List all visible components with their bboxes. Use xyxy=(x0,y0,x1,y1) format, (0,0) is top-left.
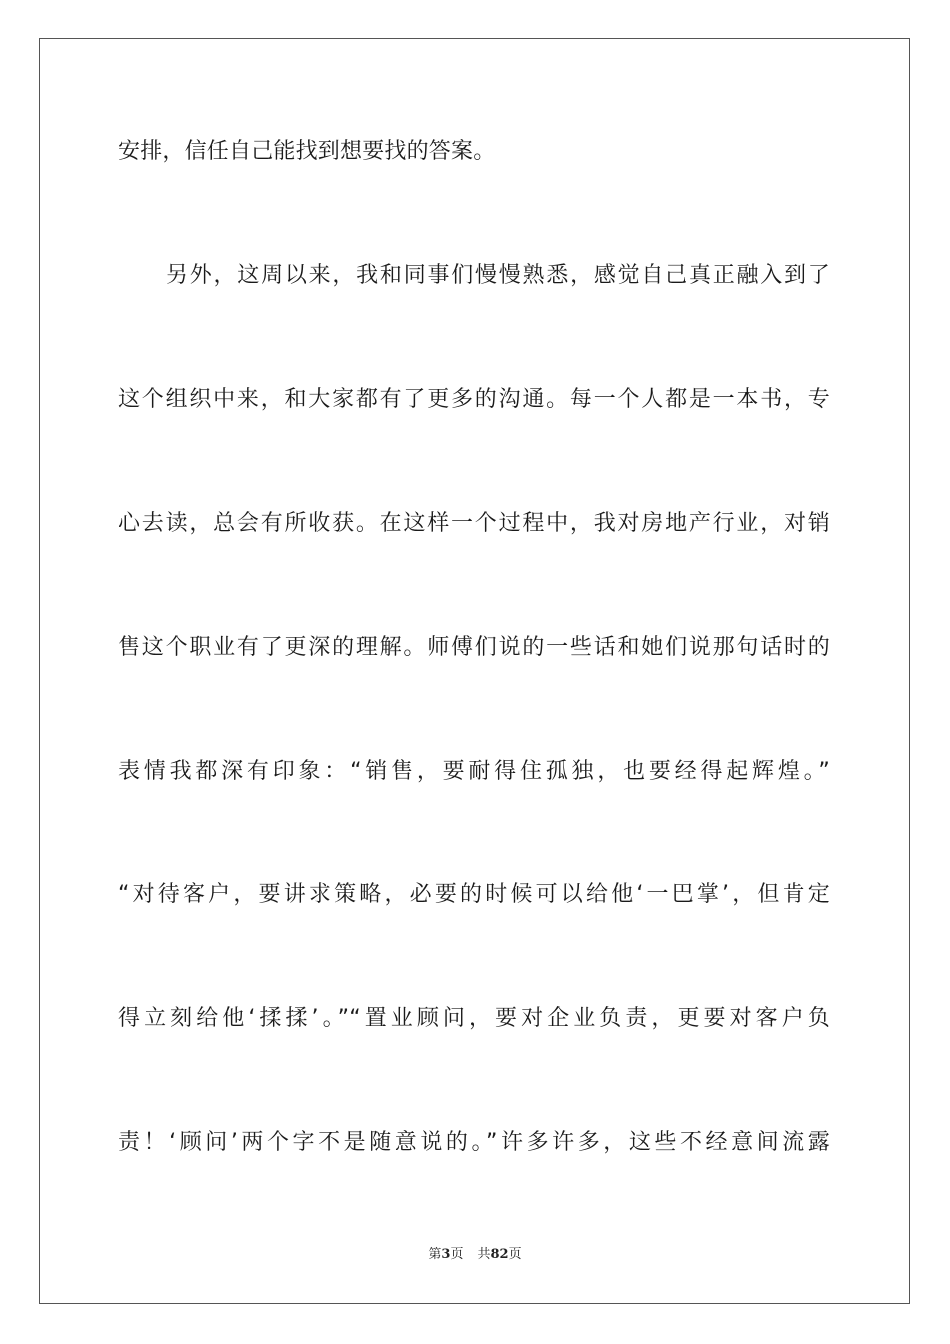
paragraph-line-1: 安排，信任自己能找到想要找的答案。 xyxy=(118,139,496,164)
page-prefix: 第 xyxy=(428,1247,442,1262)
total-prefix: 共 xyxy=(477,1247,491,1262)
page-footer xyxy=(0,1246,950,1264)
paragraph-line-5: 售这个职业有了更深的理解。师傅们说的一些话和她们说那句话时的 xyxy=(118,635,830,660)
paragraph-line-6: 表情我都深有印象：“销售，要耐得住孤独，也要经得起辉煌。” xyxy=(118,759,830,784)
page-border xyxy=(39,38,910,1304)
paragraph-line-3: 这个组织中来，和大家都有了更多的沟通。每一个人都是一本书，专 xyxy=(118,387,830,412)
total-suffix: 页 xyxy=(508,1247,522,1262)
paragraph-line-8: 得立刻给他‘揉揉’。”“置业顾问，要对企业负责，更要对客户负 xyxy=(118,1006,830,1031)
paragraph-line-7: “对待客户，要讲求策略，必要的时候可以给他‘一巴掌’，但肯定 xyxy=(118,882,830,907)
paragraph-line-9: 责！‘顾问’两个字不是随意说的。”许多许多，这些不经意间流露 xyxy=(118,1130,830,1155)
paragraph-line-2: 另外，这周以来，我和同事们慢慢熟悉，感觉自己真正融入到了 xyxy=(166,263,830,288)
total-pages: 82 xyxy=(490,1247,509,1262)
page-suffix: 页 xyxy=(450,1247,464,1262)
paragraph-line-4: 心去读，总会有所收获。在这样一个过程中，我对房地产行业，对销 xyxy=(118,511,830,536)
page-number: 3 xyxy=(441,1247,451,1262)
